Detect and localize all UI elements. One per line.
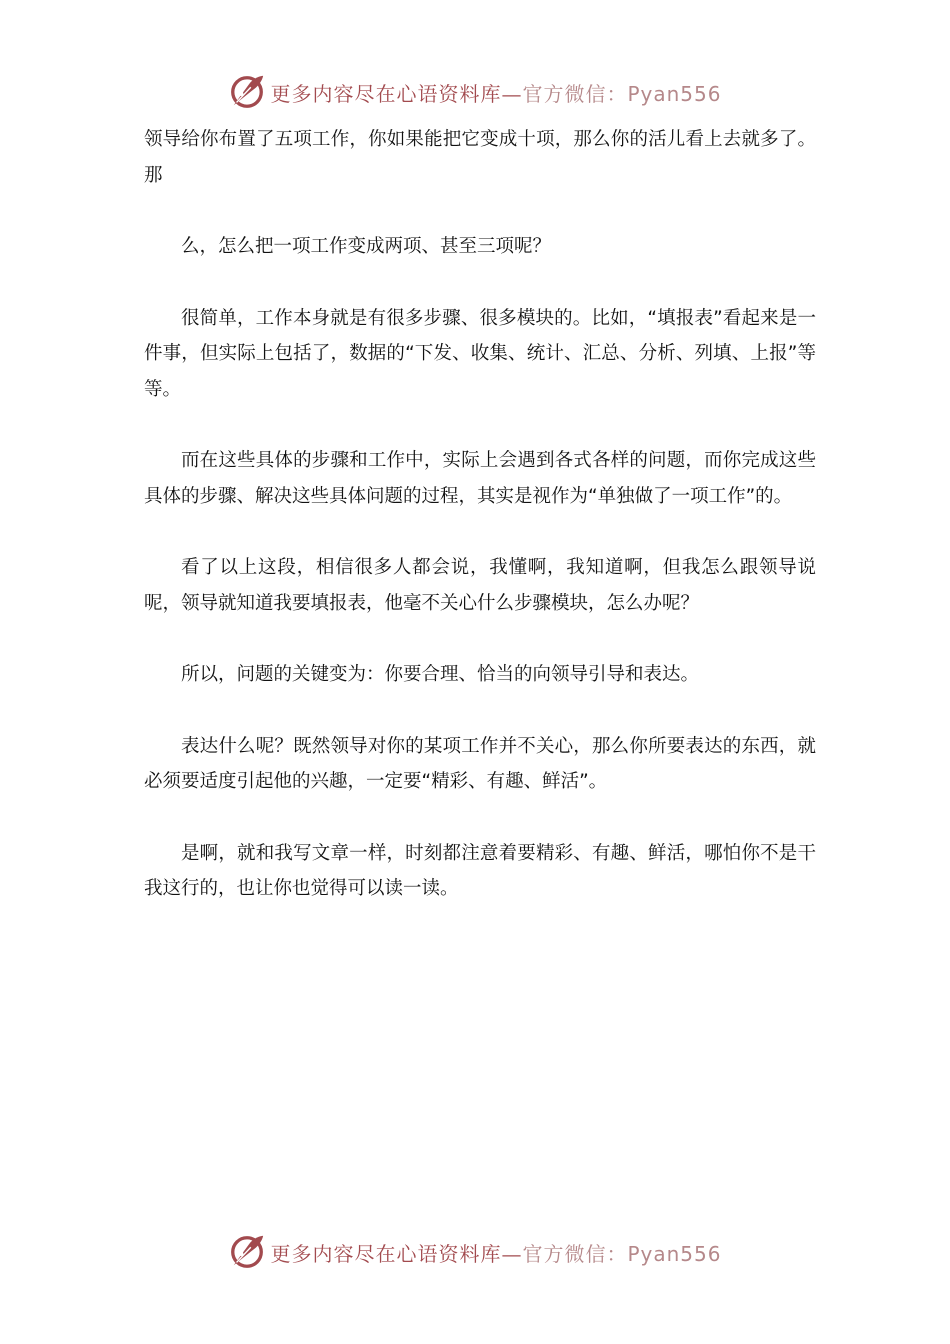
paragraph-5: 看了以上这段，相信很多人都会说，我懂啊，我知道啊，但我怎么跟领导说呢，领导就知道我要填报表，他毫不关心什么步骤模块，怎么办呢？ — [144, 557, 816, 614]
paragraph-8: 是啊，就和我写文章一样，时刻都注意着要精彩、有趣、鲜活，哪怕你不是干我这行的，也让你也觉得可以读一读。 — [144, 842, 816, 899]
quill-pen-circle-icon — [228, 73, 266, 111]
document-body — [144, 122, 816, 943]
footer-text — [270, 1238, 721, 1267]
paragraph-1: 领导给你布置了五项工作，你如果能把它变成十项，那么你的活儿看上去就多了。那 — [144, 129, 816, 186]
header-banner — [0, 70, 950, 114]
paragraph-4: 而在这些具体的步骤和工作中，实际上会遇到各式各样的问题，而你完成这些具体的步骤、解决这些具体问题的过程，其实是视作为“单独做了一项工作”的。 — [144, 450, 816, 507]
footer-site-text: 更多内容尽在心语资料库 — [270, 1241, 502, 1266]
paragraph-6: 所以，问题的关键变为：你要合理、恰当的向领导引导和表达。 — [181, 664, 700, 685]
header-wechat-text: 官方微信：Pyan556 — [522, 81, 722, 106]
header-site-text: 更多内容尽在心语资料库 — [270, 81, 502, 106]
paragraph-7: 表达什么呢？既然领导对你的某项工作并不关心，那么你所要表达的东西，就必须要适度引起他的兴趣，一定要“精彩、有趣、鲜活”。 — [144, 735, 816, 792]
footer-separator: — — [501, 1241, 523, 1266]
header-separator: — — [501, 81, 523, 106]
paragraph-2: 么，怎么把一项工作变成两项、甚至三项呢？ — [181, 236, 552, 257]
header-text — [270, 78, 721, 107]
footer-wechat-text: 官方微信：Pyan556 — [522, 1241, 722, 1266]
quill-pen-circle-icon — [228, 1233, 266, 1271]
footer-banner — [0, 1230, 950, 1274]
paragraph-3: 很简单，工作本身就是有很多步骤、很多模块的。比如，“填报表”看起来是一件事，但实际上包括了，数据的“下发、收集、统计、汇总、分析、列填、上报”等等。 — [144, 307, 816, 400]
